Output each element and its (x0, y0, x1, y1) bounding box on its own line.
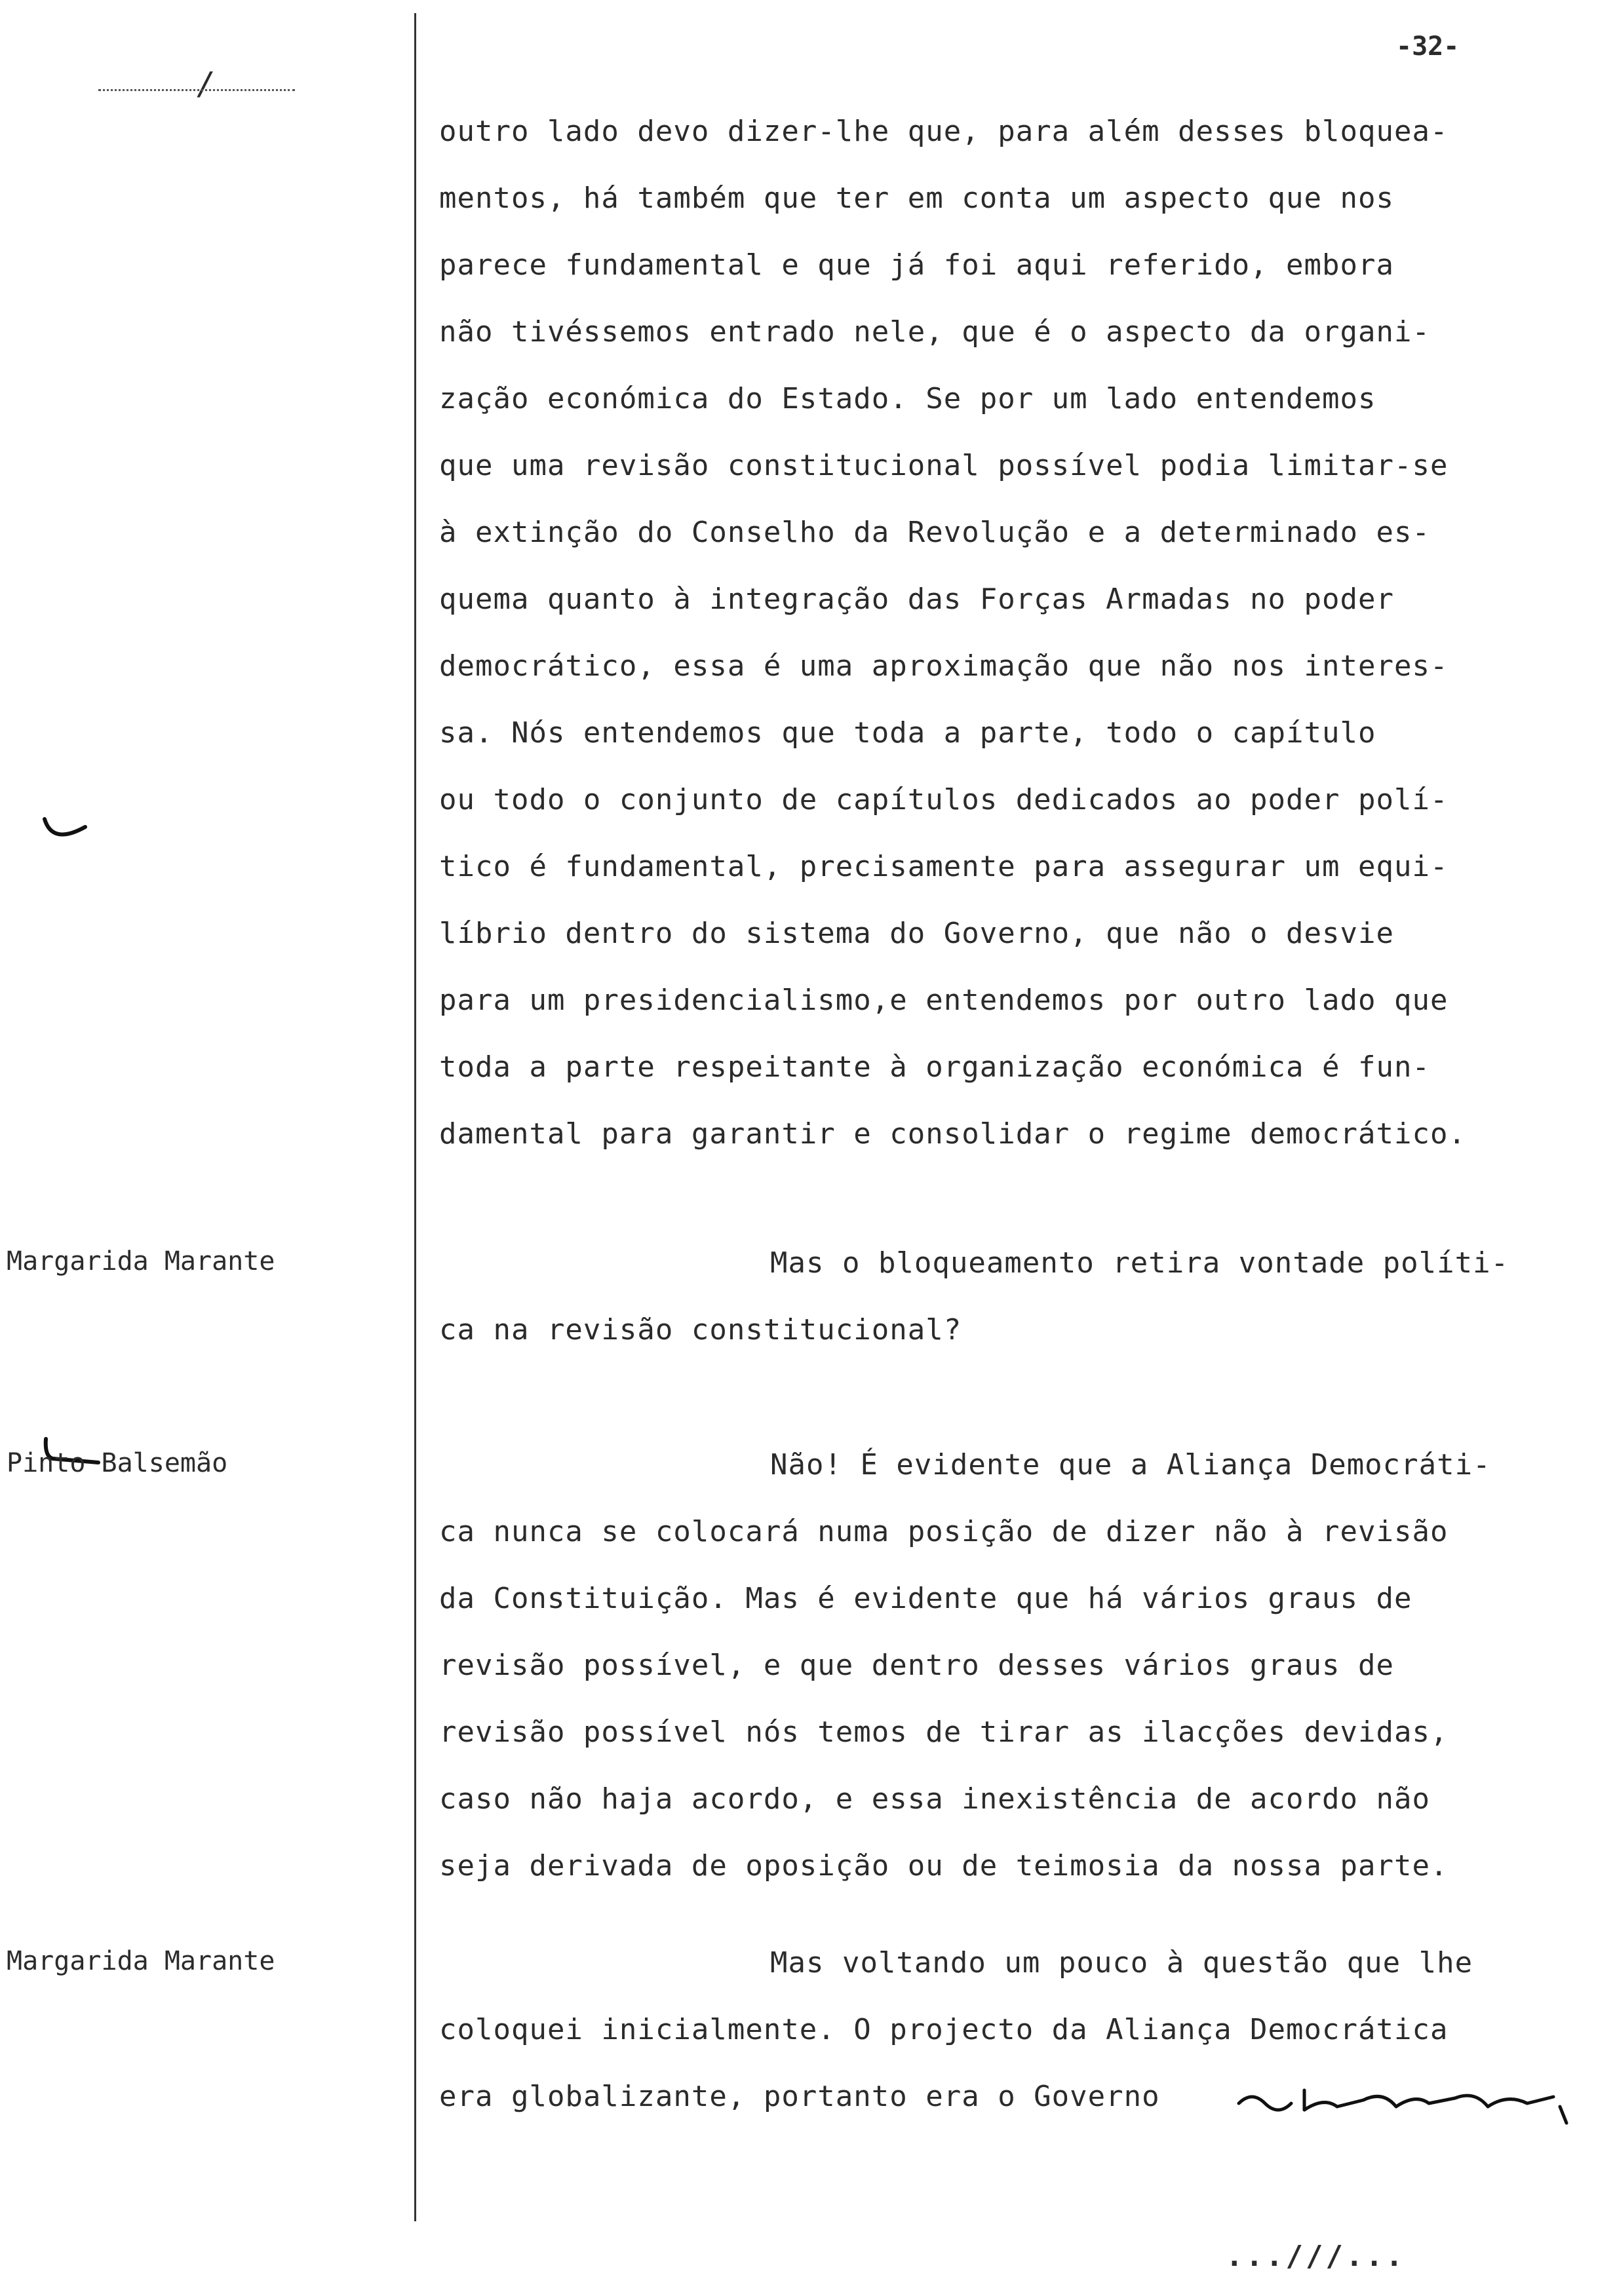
text-line: zação económica do Estado. Se por um lado entendemos (439, 382, 1376, 415)
text-line: revisão possível nós temos de tirar as ilacções devidas, (439, 1715, 1449, 1749)
text-line: coloquei inicialmente. O projecto da Aliança Democrática (439, 2013, 1449, 2046)
margin-dotted-line (98, 89, 295, 91)
text-line: ou todo o conjunto de capítulos dedicados ao poder polí- (439, 783, 1449, 816)
pen-mark (39, 813, 92, 852)
text-line: não tivéssemos entrado nele, que é o aspecto da organi- (439, 315, 1430, 349)
text-line: democrático, essa é uma aproximação que não nos interes- (439, 649, 1449, 683)
text-line: parece fundamental e que já foi aqui referido, embora (439, 248, 1394, 282)
margin-divider (414, 13, 416, 2221)
text-line: caso não haja acordo, e essa inexistência de acordo não (439, 1782, 1430, 1816)
text-line: damental para garantir e consolidar o regime democrático. (439, 1117, 1466, 1151)
text-line: para um presidencialismo,e entendemos por outro lado que (439, 984, 1449, 1017)
handwritten-annotation (1232, 2077, 1573, 2130)
speaker-margarida-marante-1: Margarida Marante (7, 1246, 275, 1276)
margin-slash: / (197, 66, 216, 102)
text-line: outro lado devo dizer-lhe que, para além desses bloquea- (439, 115, 1449, 148)
text-line: que uma revisão constitucional possível podia limitar-se (439, 449, 1449, 482)
text-line: à extinção do Conselho da Revolução e a determinado es- (439, 516, 1430, 549)
text-line: era globalizante, portanto era o Governo (439, 2080, 1160, 2113)
text-line: Não! É evidente que a Aliança Democráti- (770, 1448, 1491, 1482)
text-line: tico é fundamental, precisamente para assegurar um equi- (439, 850, 1449, 883)
text-line: mentos, há também que ter em conta um aspecto que nos (439, 182, 1394, 215)
text-line: ca nunca se colocará numa posição de dizer não à revisão (439, 1515, 1449, 1548)
text-line: da Constituição. Mas é evidente que há vários graus de (439, 1582, 1412, 1615)
continuation-marker: ...///... (1226, 2240, 1406, 2273)
text-line: quema quanto à integração das Forças Armadas no poder (439, 583, 1394, 616)
page-number: -32- (1396, 31, 1460, 62)
speaker-pinto-balsemao: Pinto Balsemão (7, 1448, 228, 1478)
text-line: Mas o bloqueamento retira vontade políti- (770, 1246, 1509, 1280)
text-line: ca na revisão constitucional? (439, 1313, 962, 1347)
text-line: líbrio dentro do sistema do Governo, que não o desvie (439, 917, 1394, 950)
speaker-margarida-marante-2: Margarida Marante (7, 1946, 275, 1976)
text-line: toda a parte respeitante à organização económica é fun- (439, 1050, 1430, 1084)
text-line: revisão possível, e que dentro desses vários graus de (439, 1649, 1394, 1682)
text-line: sa. Nós entendemos que toda a parte, todo o capítulo (439, 716, 1376, 750)
text-line: Mas voltando um pouco à questão que lhe (770, 1946, 1473, 1980)
text-line: seja derivada de oposição ou de teimosia da nossa parte. (439, 1849, 1449, 1883)
